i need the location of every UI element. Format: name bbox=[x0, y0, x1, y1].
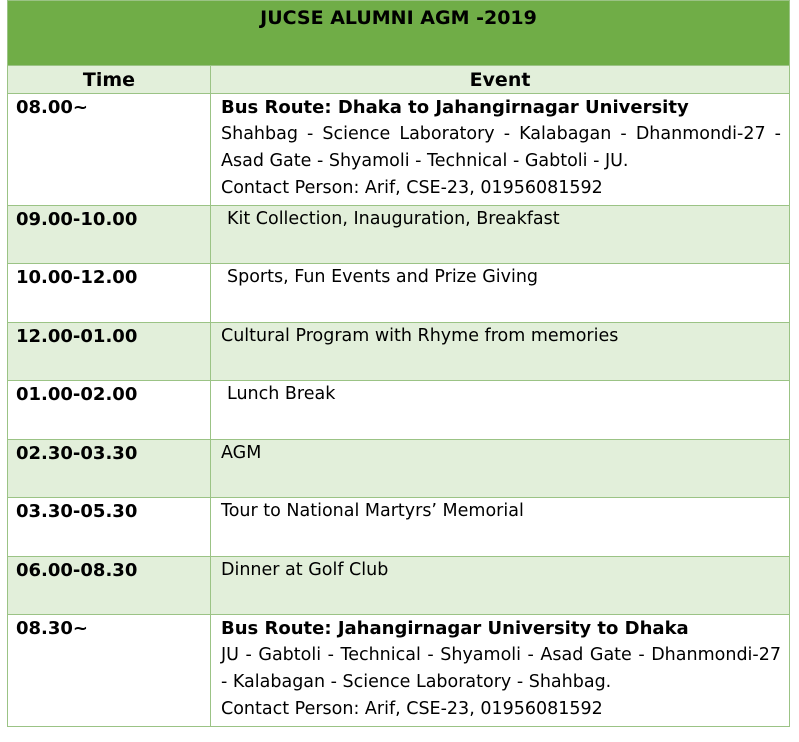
event-cell: Cultural Program with Rhyme from memories bbox=[211, 323, 790, 381]
event-cell bbox=[211, 94, 790, 206]
time-cell: 01.00-02.00 bbox=[8, 381, 211, 440]
table-row bbox=[8, 94, 790, 206]
event-cell: AGM bbox=[211, 440, 790, 498]
event-cell: Kit Collection, Inauguration, Breakfast bbox=[211, 206, 790, 264]
time-cell: 06.00-08.30 bbox=[8, 557, 211, 615]
table-row bbox=[8, 264, 790, 323]
table-row bbox=[8, 557, 790, 615]
event-cell: Tour to National Martyrs’ Memorial bbox=[211, 498, 790, 557]
time-cell: 10.00-12.00 bbox=[8, 264, 211, 323]
event-column-header: Event bbox=[211, 66, 790, 94]
time-cell: 09.00-10.00 bbox=[8, 206, 211, 264]
bus-route-stops: Shahbag - Science Laboratory - Kalabagan - Dhanmondi-27 - Asad Gate - Shyamoli - Technical - Gabtoli - JU. bbox=[221, 124, 781, 171]
schedule-document bbox=[7, 0, 789, 727]
time-column-header: Time bbox=[8, 66, 211, 94]
table-row bbox=[8, 440, 790, 498]
contact-person: Contact Person: Arif, CSE-23, 01956081592 bbox=[221, 178, 603, 198]
event-cell: Lunch Break bbox=[211, 381, 790, 440]
table-row bbox=[8, 381, 790, 440]
page-title: JUCSE ALUMNI AGM -2019 bbox=[260, 7, 537, 29]
bus-route-stops: JU - Gabtoli - Technical - Shyamoli - Asad Gate - Dhanmondi-27 - Kalabagan - Science Laboratory - Shahbag. bbox=[221, 645, 781, 692]
event-cell: Dinner at Golf Club bbox=[211, 557, 790, 615]
header-row bbox=[8, 66, 790, 94]
time-cell: 08.00~ bbox=[8, 94, 211, 206]
schedule-table bbox=[7, 0, 790, 727]
contact-person: Contact Person: Arif, CSE-23, 01956081592 bbox=[221, 699, 603, 719]
bus-route-heading: Bus Route: Dhaka to Jahangirnagar University bbox=[221, 97, 689, 118]
time-cell: 02.30-03.30 bbox=[8, 440, 211, 498]
table-row bbox=[8, 323, 790, 381]
event-cell bbox=[211, 615, 790, 727]
time-cell: 03.30-05.30 bbox=[8, 498, 211, 557]
time-cell: 12.00-01.00 bbox=[8, 323, 211, 381]
time-cell: 08.30~ bbox=[8, 615, 211, 727]
table-row bbox=[8, 615, 790, 727]
bus-route-heading: Bus Route: Jahangirnagar University to Dhaka bbox=[221, 618, 689, 639]
table-row bbox=[8, 498, 790, 557]
event-cell: Sports, Fun Events and Prize Giving bbox=[211, 264, 790, 323]
title-row bbox=[8, 1, 790, 66]
table-row bbox=[8, 206, 790, 264]
title-cell bbox=[8, 1, 790, 66]
